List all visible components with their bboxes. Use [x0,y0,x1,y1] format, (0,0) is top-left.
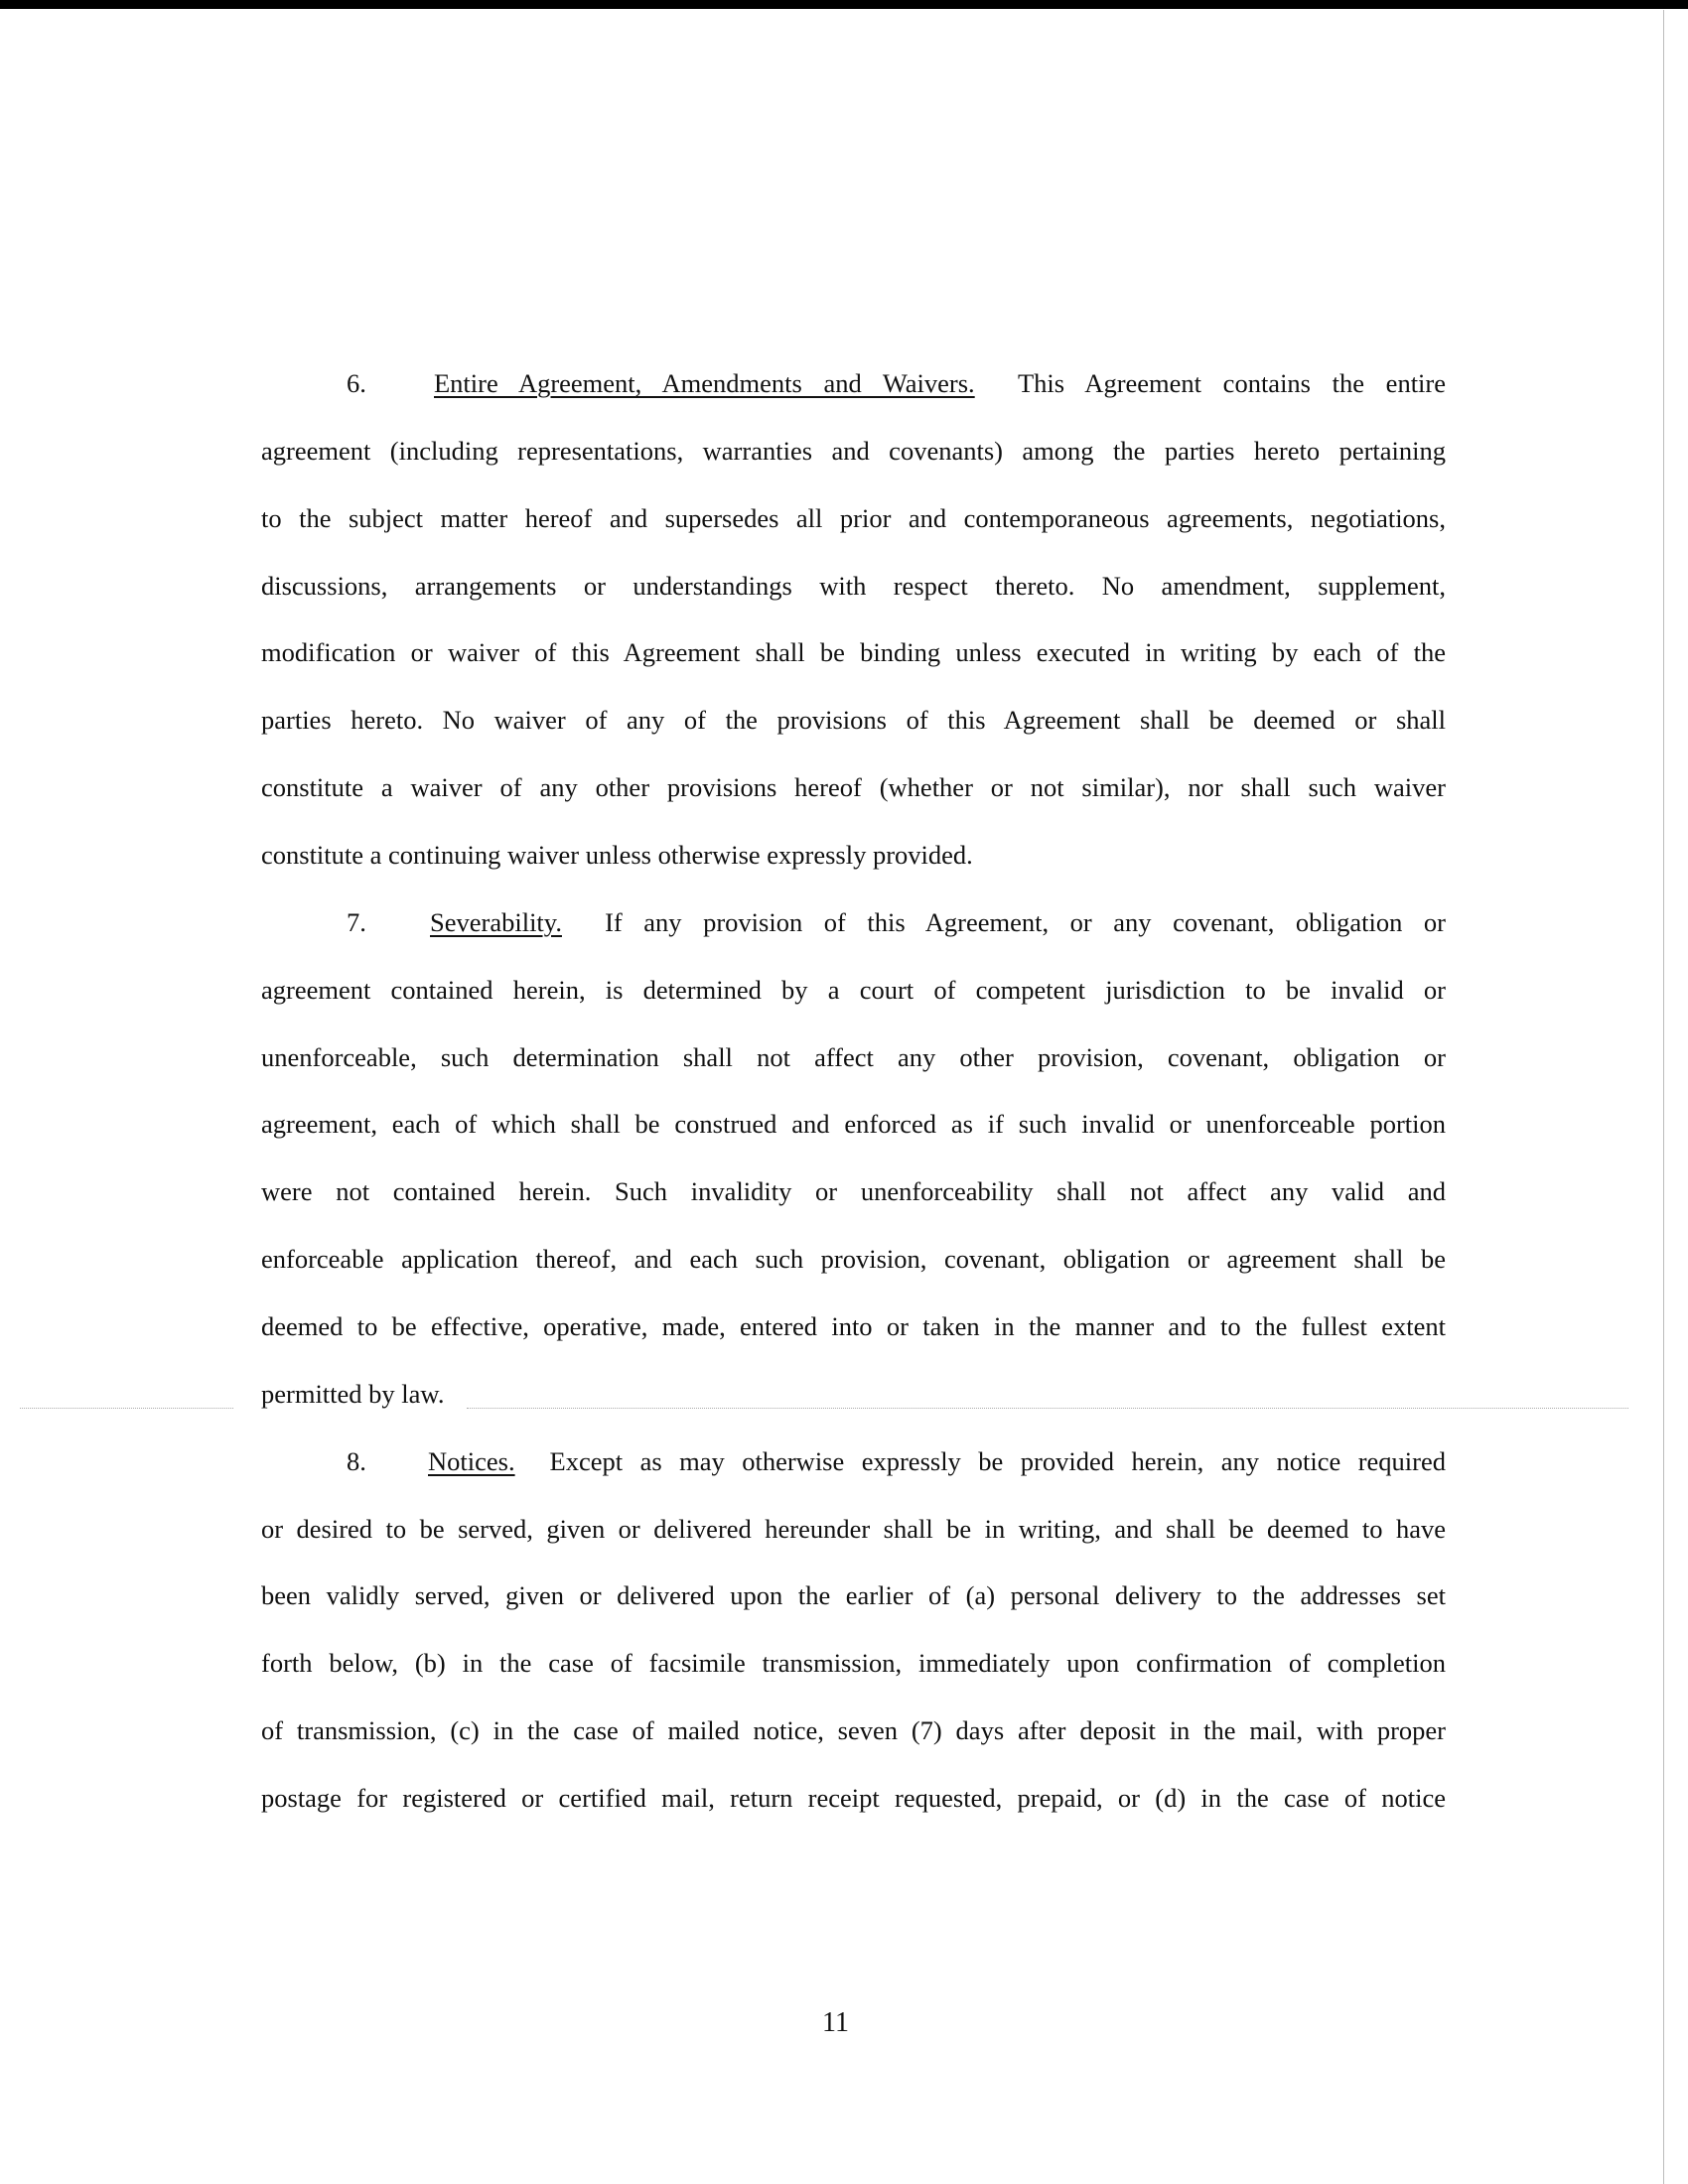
section-7-heading-line [261,902,1446,942]
text-line: been validly served, given or delivered upon the earlier of (a) personal delivery to the addresses set [261,1580,1446,1610]
section-text: This Agreement contains the entire [1018,368,1447,398]
text-line: permitted by law. [261,1379,445,1409]
text-line: enforceable application thereof, and each such provision, covenant, obligation or agreement shall be [261,1244,1446,1274]
section-6-heading-line [261,363,1446,403]
section-text: If any provision of this Agreement, or any covenant, obligation or [605,907,1447,937]
text-line: forth below, (b) in the case of facsimile transmission, immediately upon confirmation of completion [261,1648,1446,1678]
text-line: agreement, each of which shall be construed and enforced as if such invalid or unenforceable portion [261,1109,1446,1139]
section-number: 8. [347,1446,366,1476]
section-number: 7. [347,907,366,937]
text-line: deemed to be effective, operative, made, entered into or taken in the manner and to the fullest extent [261,1311,1446,1341]
section-text: Except as may otherwise expressly be provided herein, any notice required [549,1446,1446,1476]
page-number: 11 [822,2007,849,2038]
text-line: constitute a continuing waiver unless otherwise expressly provided. [261,840,973,870]
text-line: constitute a waiver of any other provisions hereof (whether or not similar), nor shall such waiver [261,772,1446,802]
section-heading: Notices. [428,1446,515,1476]
section-heading: Severability. [430,907,562,937]
section-number: 6. [347,368,366,398]
scan-top-border [0,0,1688,9]
text-line: agreement contained herein, is determined by a court of competent jurisdiction to be invalid or [261,975,1446,1005]
scan-right-edge [1663,10,1664,2184]
text-line: agreement (including representations, warranties and covenants) among the parties hereto pertaining [261,436,1446,466]
text-line: of transmission, (c) in the case of mailed notice, seven (7) days after deposit in the mail, with proper [261,1715,1446,1745]
section-8-heading-line [261,1441,1446,1481]
text-line: to the subject matter hereof and supersedes all prior and contemporaneous agreements, negotiations, [261,503,1446,533]
text-line: parties hereto. No waiver of any of the provisions of this Agreement shall be deemed or shall [261,705,1446,735]
text-line: discussions, arrangements or understandings with respect thereto. No amendment, supplement, [261,571,1446,601]
text-line: or desired to be served, given or delivered hereunder shall be in writing, and shall be deemed to have [261,1514,1446,1544]
scan-artifact-dots [467,1408,1628,1410]
text-line: were not contained herein. Such invalidity or unenforceability shall not affect any valid and [261,1176,1446,1206]
text-line: postage for registered or certified mail, return receipt requested, prepaid, or (d) in the case of notice [261,1783,1446,1813]
section-heading: Entire Agreement, Amendments and Waivers. [434,368,975,398]
scan-artifact-dots [20,1408,233,1410]
text-line: unenforceable, such determination shall not affect any other provision, covenant, obligation or [261,1042,1446,1072]
text-line: modification or waiver of this Agreement shall be binding unless executed in writing by each of the [261,637,1446,667]
